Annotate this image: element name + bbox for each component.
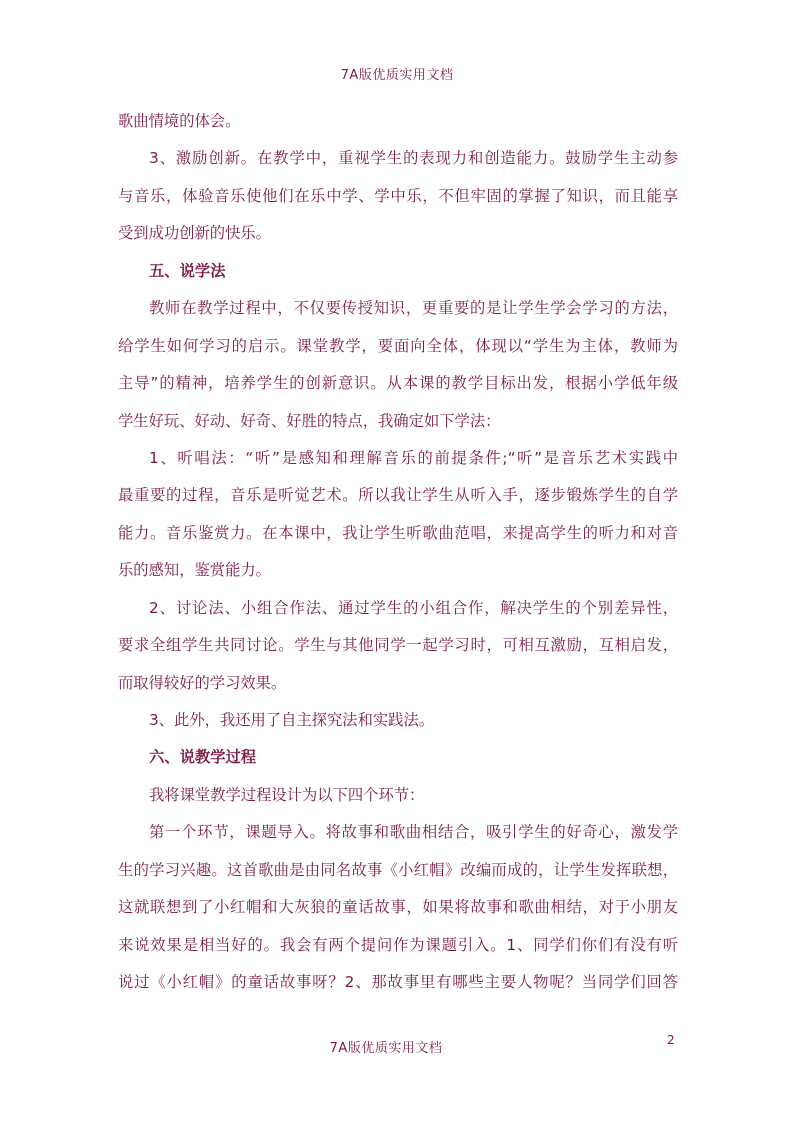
document-body [118,106,678,1005]
paragraph-line: 给学生如何学习的启示。课堂教学，要面向全体，体现以“学生为主体，教师为 [118,336,678,355]
paragraph-line: 教师在教学过程中，不仅要传授知识，更重要的是让学生学会学习的方法， [149,299,678,318]
paragraph-line: 而取得较好的学习效果。 [118,673,287,692]
paragraph-line: 3、激励创新。在教学中，重视学生的表现力和创造能力。鼓励学生主动参 [149,149,678,168]
paragraph-line: 能力。音乐鉴赏力。在本课中，我让学生听歌曲范唱，来提高学生的听力和对音 [118,523,678,542]
paragraph-line: 说过《小红帽》的童话故事呀？2、那故事里有哪些主要人物呢？当同学们回答 [118,973,678,992]
paragraph-line: 第一个环节，课题导入。将故事和歌曲相结合，吸引学生的好奇心，激发学 [149,823,678,842]
paragraph-line: 来说效果是相当好的。我会有两个提问作为课题引入。1、同学们你们有没有听 [118,935,678,954]
paragraph-line: 最重要的过程，音乐是听觉艺术。所以我让学生从听入手，逐步锻炼学生的自学 [118,486,678,505]
paragraph-line: 这就联想到了小红帽和大灰狼的童话故事，如果将故事和歌曲相结，对于小朋友 [118,898,678,917]
page-number: 2 [667,1033,675,1047]
paragraph-line: 主导”的精神，培养学生的创新意识。从本课的教学目标出发，根据小学低年级 [118,374,678,393]
paragraph-line: 学生好玩、好动、好奇、好胜的特点，我确定如下学法： [118,411,501,430]
section-heading: 五、说学法 [149,261,226,280]
paragraph-line: 我将课堂教学过程设计为以下四个环节： [149,785,425,804]
paragraph-line: 2、讨论法、小组合作法、通过学生的小组合作，解决学生的个别差异性， [149,598,678,617]
paragraph-line: 3、此外，我还用了自主探究法和实践法。 [149,711,435,729]
paragraph-line: 与音乐，体验音乐使他们在乐中学、学中乐，不但牢固的掌握了知识，而且能享 [118,186,678,205]
paragraph-line: 受到成功创新的快乐。 [118,224,271,243]
paragraph-line: 1、听唱法：“听”是感知和理解音乐的前提条件;“听”是音乐艺术实践中 [149,448,678,467]
page-header: 7A版优质实用文档 [340,68,454,83]
paragraph-line: 生的学习兴趣。这首歌曲是由同名故事《小红帽》改编而成的，让学生发挥联想， [118,860,678,879]
paragraph-line: 要求全组学生共同讨论。学生与其他同学一起学习时，可相互激励，互相启发， [118,636,678,655]
section-heading: 六、说教学过程 [149,748,257,767]
paragraph-line: 歌曲情境的体会。 [118,112,241,130]
paragraph-line: 乐的感知，鉴赏能力。 [118,561,271,580]
page-footer: 7A版优质实用文档 [329,1041,443,1056]
